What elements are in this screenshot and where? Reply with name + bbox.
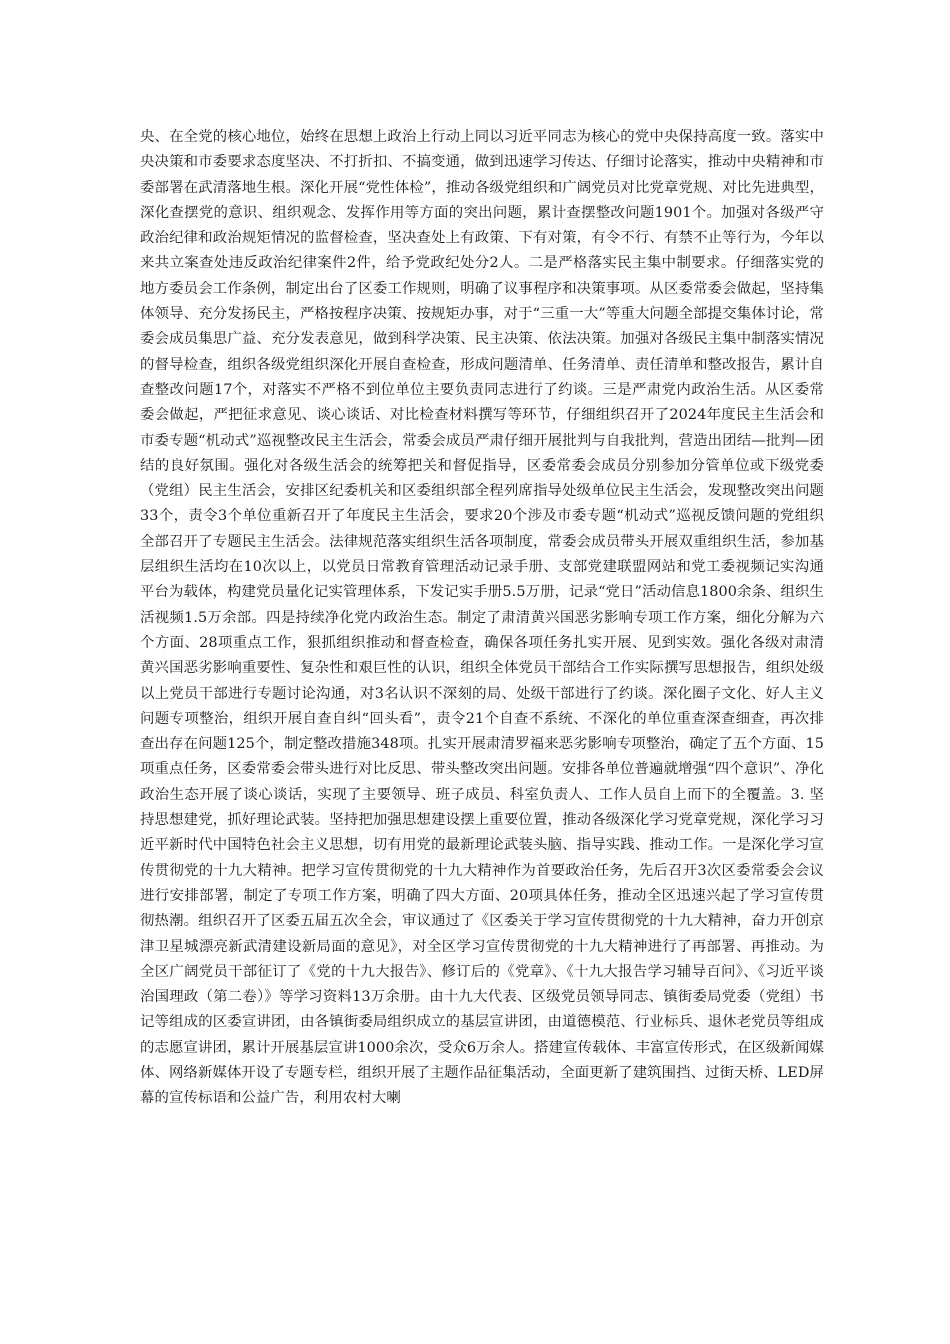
body-paragraph: 央、在全党的核心地位，始终在思想上政治上行动上同以习近平同志为核心的党中央保持高度一致。落实中央决策和市委要求态度坚决、不打折扣、不搞变通，做到迅速学习传达、仔细讨论落实，推动中央精神和市委部署在武清落地生根。深化开展“党性体检”，推动各级党组织和广阔党员对比党章党规、对比先进典型，深化查摆党的意识、组织观念、发挥作用等方面的突出问题，累计查摆整改问题1901个。加强对各级严守政治纪律和政治规矩情况的监督检查，坚决查处上有政策、下有对策，有令不行、有禁不止等行为，今年以来共立案查处违反政治纪律案件2件，给予党政纪处分2人。二是严格落实民主集中制要求。仔细落实党的地方委员会工作条例，制定出台了区委工作规则，明确了议事程序和决策事项。从区委常委会做起，坚持集体领导、充分发扬民主，严格按程序决策、按规矩办事，对于“三重一大”等重大问题全部提交集体讨论，常委会成员集思广益、充分发表意见，做到科学决策、民主决策、依法决策。加强对各级民主集中制落实情况的督导检查，组织各级党组织深化开展自查检查，形成问题清单、任务清单、责任清单和整改报告，累计自查整改问题17个，对落实不严格不到位单位主要负责同志进行了约谈。三是严肃党内政治生活。从区委常委会做起，严把征求意见、谈心谈话、对比检查材料撰写等环节，仔细组织召开了2024年度民主生活会和市委专题“机动式”巡视整改民主生活会，常委会成员严肃仔细开展批判与自我批判，营造出团结—批判—团结的良好氛围。强化对各级生活会的统筹把关和督促指导，区委常委会成员分别参加分管单位或下级党委（党组）民主生活会，安排区纪委机关和区委组织部全程列席指导处级单位民主生活会，发现整改突出问题33个，责令3个单位重新召开了年度民主生活会，要求20个涉及市委专题“机动式”巡视反馈问题的党组织全部召开了专题民主生活会。法律规范落实组织生活各项制度，常委会成员带头开展双重组织生活，参加基层组织生活均在10次以上，以党员日常教育管理活动记录手册、支部党建联盟网站和党工委视频记实沟通平台为载体，构建党员量化记实管理体系，下发记实手册5.5万册，记录“党日”活动信息1800余条、组织生活视频1.5万余部。四是持续净化党内政治生态。制定了肃清黄兴国恶劣影响专项工作方案，细化分解为六个方面、28项重点工作，狠抓组织推动和督查检查，确保各项任务扎实开展、见到实效。强化各级对肃清黄兴国恶劣影响重要性、复杂性和艰巨性的认识，组织全体党员干部结合工作实际撰写思想报告，组织处级以上党员干部进行专题讨论沟通，对3名认识不深刻的局、处级干部进行了约谈。深化圈子文化、好人主义问题专项整治，组织开展自查自纠“回头看”，责令21个自查不系统、不深化的单位重查深查细查，再次排查出存在问题125个，制定整改措施348项。扎实开展肃清罗福来恶劣影响专项整治，确定了五个方面、15项重点任务，区委常委会带头进行对比反思、带头整改突出问题。安排各单位普遍就增强“四个意识”、净化政治生态开展了谈心谈话，实现了主要领导、班子成员、科室负责人、工作人员自上而下的全覆盖。3. 坚持思想建党，抓好理论武装。坚持把加强思想建设摆上重要位置，推动各级深化学习党章党规，深化学习习近平新时代中国特色社会主义思想，切有用党的最新理论武装头脑、指导实践、推动工作。一是深化学习宣传贯彻党的十九大精神。把学习宣传贯彻党的十九大精神作为首要政治任务，先后召开3次区委常委会会议进行安排部署，制定了专项工作方案，明确了四大方面、20项具体任务，推动全区迅速兴起了学习宣传贯彻热潮。组织召开了区委五届五次全会，审议通过了《区委关于学习宣传贯彻党的十九大精神，奋力开创京津卫星城漂亮新武清建设新局面的意见》，对全区学习宣传贯彻党的十九大精神进行了再部署、再推动。为全区广阔党员干部征订了《党的十九大报告》、修订后的《党章》、《十九大报告学习辅导百问》、《习近平谈治国理政（第二卷）》等学习资料13万余册。由十九大代表、区级党员领导同志、镇街委局党委（党组）书记等组成的区委宣讲团，由各镇街委局组织成立的基层宣讲团，由道德模范、行业标兵、退休老党员等组成的志愿宣讲团，累计开展基层宣讲1000余次，受众6万余人。搭建宣传载体、丰富宣传形式，在区级新闻媒体、网络新媒体开设了专题专栏，组织开展了主题作品征集活动，全面更新了建筑围挡、过街天桥、LED屏幕的宣传标语和公益广告，利用农村大喇 — [140, 129, 824, 1107]
